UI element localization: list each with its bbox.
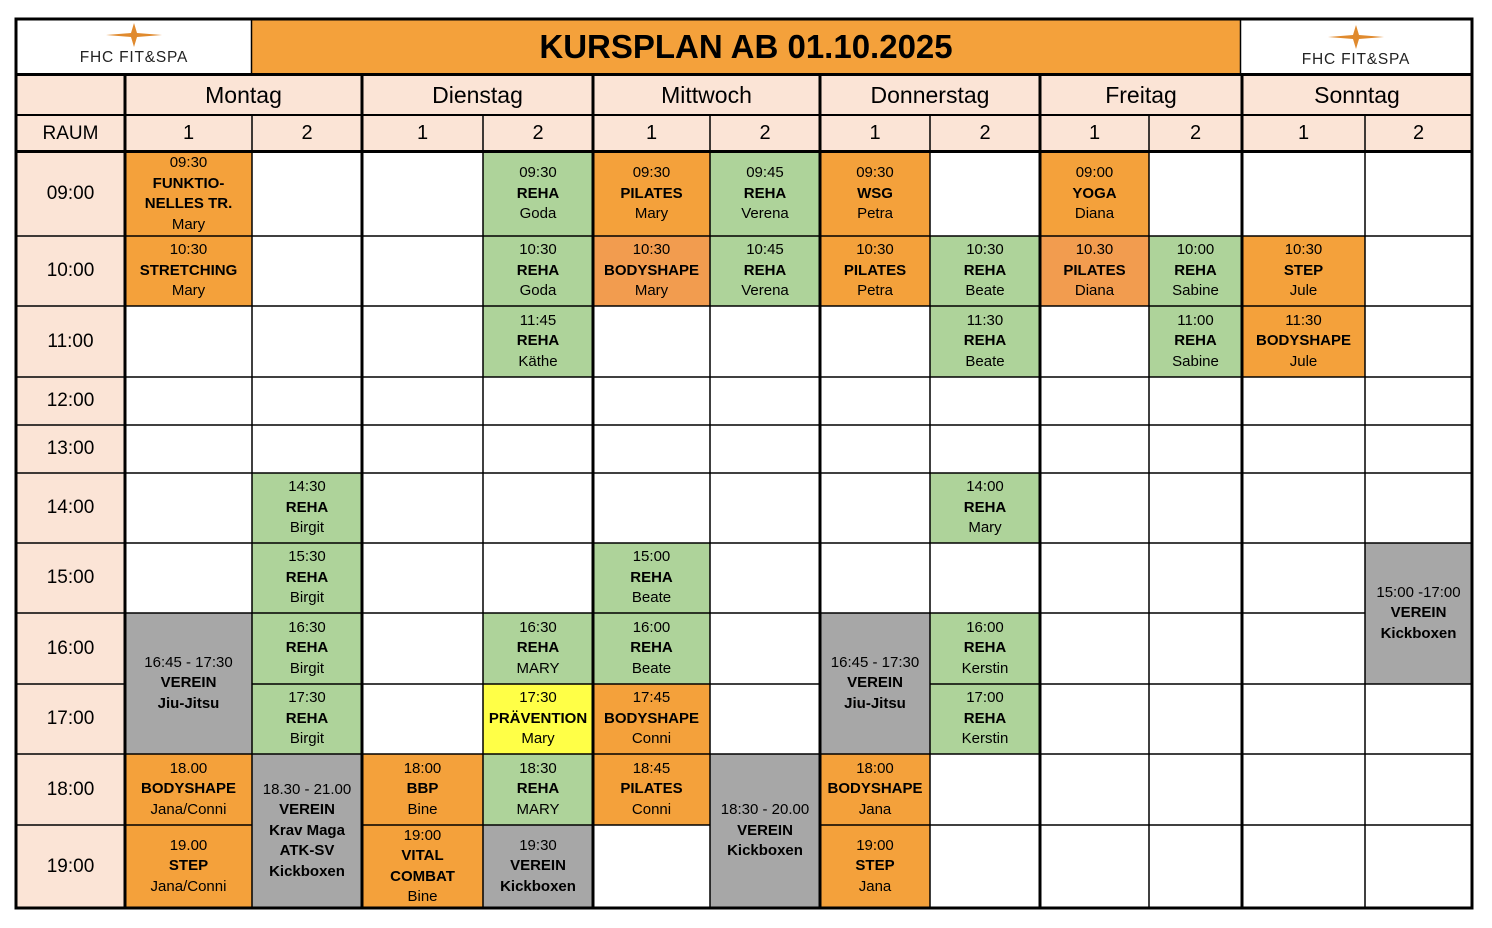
hour-label: 15:00 xyxy=(46,567,95,588)
class-block[interactable] xyxy=(1149,236,1242,306)
day-header-montag: Montag xyxy=(205,82,282,108)
class-time: 10.30 xyxy=(1075,241,1114,259)
class-instructor: Sabine xyxy=(1172,282,1219,300)
class-block[interactable] xyxy=(483,825,593,908)
class-title: FUNKTIO- NELLES TR. xyxy=(144,174,233,212)
class-instructor: Mary xyxy=(171,215,206,233)
class-block[interactable] xyxy=(125,236,252,306)
class-instructor: Birgit xyxy=(289,589,325,607)
class-time: 17:30 xyxy=(519,689,557,707)
class-title: STEP xyxy=(855,857,895,875)
hour-label: 11:00 xyxy=(47,330,94,352)
hour-label: 10:00 xyxy=(46,260,95,281)
class-title: REHA xyxy=(630,639,673,657)
class-block[interactable] xyxy=(593,543,710,613)
class-title: REHA xyxy=(516,332,560,350)
hour-label: 13:00 xyxy=(46,438,95,459)
class-instructor: Diana xyxy=(1074,205,1115,223)
day-header-donnerstag: Donnerstag xyxy=(870,82,990,108)
class-title: VEREIN xyxy=(279,801,335,819)
class-title: PILATES xyxy=(843,261,907,279)
class-block[interactable] xyxy=(362,754,483,825)
class-title: VEREIN xyxy=(1390,604,1447,622)
class-block[interactable] xyxy=(125,613,252,754)
class-block[interactable] xyxy=(710,152,820,236)
class-time: 10:30 xyxy=(169,241,208,259)
class-block[interactable] xyxy=(125,152,252,236)
class-time: 16:30 xyxy=(519,618,557,636)
class-block[interactable] xyxy=(593,754,710,825)
class-title: PRÄVENTION xyxy=(488,709,588,727)
class-instructor: Beate xyxy=(965,352,1005,370)
class-instructor: Jule xyxy=(1289,352,1318,370)
class-instructor: Kerstin xyxy=(961,659,1009,677)
class-title: REHA xyxy=(516,639,560,657)
class-instructor: Sabine xyxy=(1172,352,1219,370)
class-title: VEREIN xyxy=(737,821,793,839)
class-time: 10:00 xyxy=(1176,241,1215,259)
class-time: 19:30 xyxy=(519,836,557,854)
class-time: 16:00 xyxy=(966,618,1004,636)
class-title: REHA xyxy=(630,568,673,586)
class-block[interactable] xyxy=(820,236,930,306)
fhc-logo-mark-icon xyxy=(104,22,164,48)
room-number: 2 xyxy=(1412,122,1425,144)
class-time: 16:00 xyxy=(632,618,671,636)
class-instructor: Mary xyxy=(968,519,1002,537)
class-title: STEP xyxy=(168,857,209,875)
room-number: 1 xyxy=(1297,122,1310,144)
class-title: REHA xyxy=(1174,261,1217,279)
class-block[interactable] xyxy=(930,306,1040,377)
class-title: BBP xyxy=(406,780,439,798)
room-number: 1 xyxy=(182,122,195,144)
class-instructor: Kickboxen xyxy=(727,842,803,860)
class-time: 19:00 xyxy=(403,826,442,844)
class-title: VEREIN xyxy=(160,674,217,692)
class-title: REHA xyxy=(1174,332,1217,350)
class-block[interactable] xyxy=(483,684,593,754)
title-bar xyxy=(252,20,1240,73)
room-number: 1 xyxy=(416,122,429,144)
class-time: 15:00 xyxy=(632,548,671,566)
raum-label: RAUM xyxy=(42,122,99,144)
class-time: 11:45 xyxy=(519,311,557,329)
class-instructor: Käthe xyxy=(518,352,558,370)
class-instructor: Kickboxen xyxy=(500,877,576,895)
class-title: REHA xyxy=(285,709,329,727)
room-number: 1 xyxy=(645,122,658,144)
class-title: VEREIN xyxy=(847,674,903,692)
day-header-freitag: Freitag xyxy=(1105,82,1177,108)
class-time: 15:30 xyxy=(288,548,326,566)
class-instructor: Verena xyxy=(741,205,789,223)
logo-left-text: FHC FIT&SPA xyxy=(79,49,189,66)
class-instructor: Petra xyxy=(857,282,893,300)
class-block[interactable] xyxy=(483,754,593,825)
class-title: BODYSHAPE xyxy=(603,709,700,727)
class-block[interactable] xyxy=(820,152,930,236)
class-title: STEP xyxy=(1283,261,1324,279)
class-time: 18:00 xyxy=(856,759,894,777)
hour-label: 19:00 xyxy=(46,855,95,877)
class-time: 11:30 xyxy=(966,311,1004,329)
class-block[interactable] xyxy=(710,236,820,306)
class-block[interactable] xyxy=(252,684,362,754)
class-time: 10:30 xyxy=(966,241,1004,259)
logo-right xyxy=(1240,24,1472,69)
class-title: VEREIN xyxy=(510,857,566,875)
class-time: 17:00 xyxy=(966,689,1004,707)
class-block[interactable] xyxy=(252,613,362,684)
class-title: REHA xyxy=(516,184,560,202)
hour-label: 12:00 xyxy=(46,390,95,411)
class-time: 18.00 xyxy=(169,759,208,777)
class-title: REHA xyxy=(743,261,787,279)
day-header-sonntag: Sonntag xyxy=(1314,82,1400,108)
class-title: BODYSHAPE xyxy=(1255,332,1352,350)
class-instructor: Krav Maga ATK-SV Kickboxen xyxy=(269,821,345,880)
class-instructor: Kickboxen xyxy=(1380,624,1457,642)
class-instructor: Mary xyxy=(171,282,206,300)
class-title: REHA xyxy=(516,780,560,798)
class-time: 15:00 -17:00 xyxy=(1376,583,1461,601)
class-block[interactable] xyxy=(252,543,362,613)
class-time: 16:45 - 17:30 xyxy=(830,653,920,671)
class-block[interactable] xyxy=(930,684,1040,754)
class-block[interactable] xyxy=(930,613,1040,684)
class-instructor: Jana xyxy=(858,877,892,895)
class-time: 14:00 xyxy=(966,478,1004,496)
class-block[interactable] xyxy=(820,825,930,908)
class-title: REHA xyxy=(963,639,1007,657)
class-instructor: Diana xyxy=(1074,282,1115,300)
class-time: 17:30 xyxy=(288,689,326,707)
class-time: 18:30 xyxy=(519,759,557,777)
class-title: PILATES xyxy=(1063,261,1126,279)
class-block[interactable] xyxy=(593,236,710,306)
class-block[interactable] xyxy=(252,473,362,543)
room-number: 2 xyxy=(759,122,771,144)
class-title: REHA xyxy=(963,332,1007,350)
class-instructor: Mary xyxy=(634,282,669,300)
class-time: 16:45 - 17:30 xyxy=(144,653,233,671)
class-instructor: Jana/Conni xyxy=(150,800,227,818)
hour-label: 14:00 xyxy=(46,497,95,518)
class-block[interactable] xyxy=(483,152,593,236)
logo-right-text: FHC FIT&SPA xyxy=(1301,51,1411,68)
class-block[interactable] xyxy=(1242,306,1365,377)
class-time: 14:30 xyxy=(288,478,326,496)
page-title: KURSPLAN AB 01.10.2025 xyxy=(539,27,953,65)
class-time: 09:45 xyxy=(746,164,784,182)
class-time: 16:30 xyxy=(288,618,326,636)
class-time: 09:30 xyxy=(519,164,557,182)
room-number: 2 xyxy=(979,122,991,144)
class-block[interactable] xyxy=(593,152,710,236)
class-instructor: Birgit xyxy=(289,730,325,748)
class-title: REHA xyxy=(743,184,787,202)
class-time: 09:30 xyxy=(856,164,894,182)
class-block[interactable] xyxy=(930,236,1040,306)
class-instructor: Jana xyxy=(858,800,892,818)
class-time: 09:30 xyxy=(632,164,671,182)
class-time: 18:45 xyxy=(632,759,671,777)
class-block[interactable] xyxy=(362,825,483,908)
class-title: WSG xyxy=(857,184,893,202)
hour-label: 17:00 xyxy=(46,708,95,729)
hour-label: 09:00 xyxy=(46,183,95,204)
class-block[interactable] xyxy=(483,236,593,306)
class-title: REHA xyxy=(516,261,560,279)
class-instructor: Mary xyxy=(634,205,669,223)
class-time: 09:30 xyxy=(169,154,208,171)
class-block[interactable] xyxy=(930,473,1040,543)
class-title: REHA xyxy=(963,498,1007,516)
class-instructor: Verena xyxy=(741,282,789,300)
class-block[interactable] xyxy=(593,613,710,684)
room-number: 2 xyxy=(301,122,313,144)
room-number: 1 xyxy=(869,122,881,144)
class-block[interactable] xyxy=(125,825,252,908)
class-title: BODYSHAPE xyxy=(827,780,923,798)
room-number: 1 xyxy=(1088,122,1101,144)
class-time: 17:45 xyxy=(632,689,671,707)
class-block[interactable] xyxy=(125,754,252,825)
class-title: YOGA xyxy=(1072,184,1117,202)
class-title: VITAL COMBAT xyxy=(390,847,455,885)
class-title: REHA xyxy=(963,709,1007,727)
class-block[interactable] xyxy=(1365,543,1472,684)
class-time: 18:00 xyxy=(403,759,442,777)
class-time: 10:30 xyxy=(632,241,671,259)
class-instructor: Beate xyxy=(631,659,672,677)
class-instructor: Jiu-Jitsu xyxy=(157,694,220,712)
class-block[interactable] xyxy=(820,754,930,825)
class-block[interactable] xyxy=(1040,236,1149,306)
class-instructor: Jule xyxy=(1289,282,1318,300)
class-block[interactable] xyxy=(820,613,930,754)
class-block[interactable] xyxy=(1149,306,1242,377)
class-instructor: Jiu-Jitsu xyxy=(844,694,906,712)
class-instructor: Beate xyxy=(965,282,1005,300)
class-time: 10:30 xyxy=(856,241,894,259)
class-time: 19.00 xyxy=(169,836,208,854)
class-instructor: Birgit xyxy=(289,519,325,537)
class-block[interactable] xyxy=(1242,236,1365,306)
class-instructor: Beate xyxy=(631,589,672,607)
class-instructor: Birgit xyxy=(289,659,325,677)
class-time: 18:30 - 20.00 xyxy=(720,801,810,819)
class-title: REHA xyxy=(285,498,329,516)
hour-label: 18:00 xyxy=(46,778,95,800)
class-title: REHA xyxy=(285,568,329,586)
class-block[interactable] xyxy=(710,754,820,908)
day-header-dienstag: Dienstag xyxy=(432,82,523,108)
class-time: 11:30 xyxy=(1285,311,1322,329)
class-instructor: Bine xyxy=(407,888,438,905)
class-title: REHA xyxy=(963,261,1007,279)
class-title: BODYSHAPE xyxy=(603,261,700,279)
class-title: PILATES xyxy=(620,184,683,202)
class-time: 10:45 xyxy=(746,241,784,259)
class-time: 11:00 xyxy=(1177,311,1214,329)
room-number: 2 xyxy=(1189,122,1202,144)
fhc-logo-mark-icon xyxy=(1326,24,1386,50)
class-instructor: Mary xyxy=(521,730,555,748)
class-instructor: Goda xyxy=(519,205,557,223)
class-title: BODYSHAPE xyxy=(140,780,237,798)
class-instructor: Conni xyxy=(631,800,672,818)
class-time: 10:30 xyxy=(1284,241,1323,259)
class-instructor: MARY xyxy=(516,659,560,677)
class-instructor: MARY xyxy=(516,800,560,818)
class-instructor: Conni xyxy=(631,730,672,748)
class-title: PILATES xyxy=(620,780,683,798)
class-time: 18.30 - 21.00 xyxy=(262,780,352,798)
class-title: REHA xyxy=(285,639,329,657)
class-instructor: Petra xyxy=(857,205,893,223)
class-instructor: Jana/Conni xyxy=(150,877,227,895)
room-number: 2 xyxy=(532,122,544,144)
class-block[interactable] xyxy=(1040,152,1149,236)
class-block[interactable] xyxy=(252,754,362,908)
class-block[interactable] xyxy=(593,684,710,754)
class-block[interactable] xyxy=(483,306,593,377)
day-header-mittwoch: Mittwoch xyxy=(661,82,752,108)
class-time: 10:30 xyxy=(519,241,557,259)
class-title: STRETCHING xyxy=(139,261,238,279)
logo-left xyxy=(16,22,252,67)
class-block[interactable] xyxy=(483,613,593,684)
class-time: 19:00 xyxy=(856,836,894,854)
class-instructor: Bine xyxy=(407,800,438,818)
class-instructor: Goda xyxy=(519,282,557,300)
hour-label: 16:00 xyxy=(46,637,95,659)
class-instructor: Kerstin xyxy=(961,730,1009,748)
class-time: 09:00 xyxy=(1075,164,1114,182)
